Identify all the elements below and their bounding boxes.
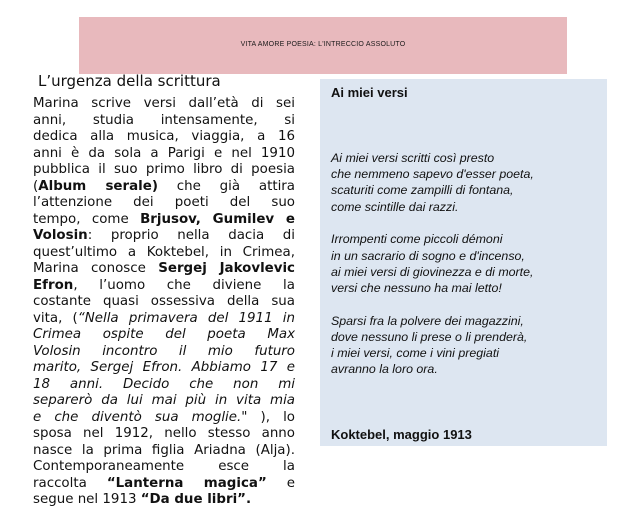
body-line <box>33 195 295 212</box>
body-segment: vita, ( <box>33 310 78 326</box>
body-line <box>33 179 295 196</box>
body-line <box>33 162 295 179</box>
biography-text <box>33 96 295 509</box>
body-line <box>33 443 295 460</box>
body-segment: e <box>266 475 296 491</box>
body-segment: segue nel 1913 <box>33 492 141 507</box>
body-segment: anni è da sola a Parigi e nel 1910 <box>33 145 295 161</box>
poem-line: avranno la loro ora. <box>331 362 438 377</box>
body-segment: sposa nel 1912, nello stesso anno <box>33 426 295 441</box>
body-line <box>33 426 295 443</box>
poem-line: Ai miei versi scritti così presto <box>331 151 495 165</box>
poem-line: versi che nessuno ha mai letto! <box>331 281 502 296</box>
bold-text: “Lanterna magica” <box>106 475 267 491</box>
poem-line: ai miei versi di giovinezza e di morte, <box>331 264 534 279</box>
body-segment: : proprio nella dacia di <box>87 228 295 243</box>
body-segment: Marina scrive versi dall’età di sei <box>33 96 295 111</box>
body-line <box>33 212 295 229</box>
poem-line: dove nessuno li prese o li prenderà, <box>331 330 528 345</box>
body-line <box>33 377 295 394</box>
body-line <box>33 492 295 509</box>
body-line <box>33 410 295 427</box>
poem-line: come scintille dai razzi. <box>331 199 459 214</box>
poem-stanza <box>331 313 603 378</box>
italic-quote: 18 anni. Decido che non mi <box>33 376 295 392</box>
body-segment: raccolta <box>33 475 107 491</box>
body-line <box>33 113 295 130</box>
body-line <box>33 360 295 377</box>
body-line <box>33 344 295 361</box>
italic-quote: separerò da lui mai più in vita mia <box>33 393 295 408</box>
body-line <box>33 228 295 245</box>
body-segment: tempo, come <box>33 211 141 227</box>
body-line <box>33 278 295 295</box>
body-line <box>33 96 295 113</box>
body-line <box>33 245 295 262</box>
section-title: L’urgenza della scrittura <box>38 72 221 90</box>
body-line <box>33 476 295 493</box>
bold-text: Brjusov, Gumilev e <box>140 211 295 227</box>
italic-quote: Volosin incontro il mio futuro <box>33 343 295 359</box>
body-line <box>33 393 295 410</box>
italic-quote: “Nella primavera del 1911 in <box>77 310 295 326</box>
italic-quote: e che diventò sua moglie." <box>33 409 248 425</box>
body-segment: ), lo <box>247 409 295 425</box>
body-segment: costante quasi ossessiva della sua <box>33 294 295 309</box>
body-line <box>33 459 295 476</box>
poem-line: che nemmeno sapevo d'esser poeta, <box>331 167 534 182</box>
body-segment: , l’uomo che diviene la <box>73 277 295 293</box>
body-segment: nasce la prima figlia Ariadna (Alja). <box>33 442 295 458</box>
body-segment: l’attenzione dei poeti del suo <box>33 195 295 210</box>
poem-stanza <box>331 231 603 296</box>
poem-line: scaturiti come zampilli di fontana, <box>331 183 514 198</box>
body-segment: dedica alla musica, viaggia, a 16 <box>33 129 295 144</box>
body-line <box>33 146 295 163</box>
header-title: VITA AMORE POESIA: L'INTRECCIO ASSOLUTO <box>240 41 406 48</box>
bold-text: Sergej Jakovlevic <box>158 261 295 276</box>
body-line <box>33 294 295 311</box>
italic-quote: marito, Sergej Efron. Abbiamo 17 e <box>33 360 295 375</box>
body-segment: Marina conosce <box>33 261 159 276</box>
body-segment: che già attira <box>157 178 296 194</box>
body-segment: quest’ultimo a Koktebel, in Crimea, <box>33 244 295 260</box>
body-segment: pubblica il suo primo libro di poesia <box>33 162 295 177</box>
poem-stanza <box>331 150 603 215</box>
bold-text: Volosin <box>33 228 88 243</box>
poem-line: in un sacrario di sogno e d'incenso, <box>331 248 525 263</box>
poem-line: Sparsi fra la polvere dei magazzini, <box>331 313 524 328</box>
bold-text: Album serale) <box>38 178 158 194</box>
body-line <box>33 311 295 328</box>
poem-text <box>331 150 603 394</box>
body-segment: Contemporaneamente esce la <box>33 459 295 474</box>
body-line <box>33 327 295 344</box>
body-segment: ( <box>33 178 39 194</box>
body-line <box>33 129 295 146</box>
bold-text: “Da due libri”. <box>140 492 252 507</box>
body-segment: anni, studia intensamente, si <box>33 112 295 128</box>
bold-text: Efron <box>33 277 74 293</box>
body-line <box>33 261 295 278</box>
italic-quote: Crimea ospite del poeta Max <box>33 327 295 342</box>
poem-line: i miei versi, come i vini pregiati <box>331 346 500 361</box>
poem-line: Irrompenti come piccoli démoni <box>331 232 503 247</box>
poem-signature: Koktebel, maggio 1913 <box>331 427 472 442</box>
poem-title: Ai miei versi <box>331 85 408 100</box>
